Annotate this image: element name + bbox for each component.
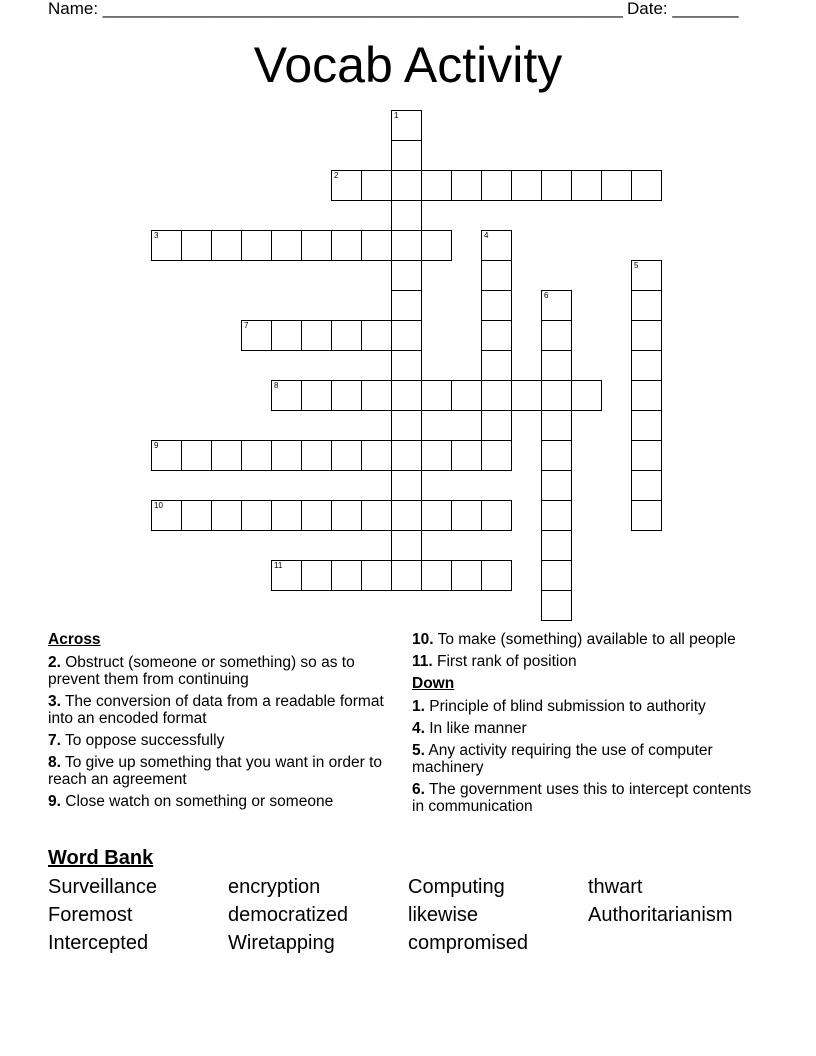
- crossword-cell[interactable]: [631, 380, 662, 411]
- crossword-cell[interactable]: [241, 500, 272, 531]
- crossword-cell[interactable]: [241, 440, 272, 471]
- crossword-cell[interactable]: [421, 230, 452, 261]
- crossword-cell[interactable]: [271, 440, 302, 471]
- crossword-cell[interactable]: [331, 560, 362, 591]
- crossword-cell[interactable]: [211, 440, 242, 471]
- clue-number: 7: [244, 321, 249, 330]
- across-heading: Across: [48, 631, 101, 648]
- word-bank-item: likewise: [408, 904, 479, 926]
- word-bank-item: Computing: [408, 876, 505, 898]
- clue-number: 11: [274, 561, 283, 570]
- clue-down-1: 1. Principle of blind submission to authority: [412, 698, 706, 715]
- crossword-cell[interactable]: [631, 440, 662, 471]
- crossword-cell[interactable]: [481, 410, 512, 441]
- word-bank-item: Foremost: [48, 904, 133, 926]
- crossword-cell[interactable]: [391, 440, 422, 471]
- word-bank-item: compromised: [408, 932, 529, 954]
- clue-down-5: 5. Any activity requiring the use of computer machinery: [412, 742, 713, 776]
- crossword-cell[interactable]: [211, 230, 242, 261]
- crossword-cell[interactable]: [421, 380, 452, 411]
- word-bank-item: Intercepted: [48, 932, 149, 954]
- crossword-cell[interactable]: [391, 470, 422, 501]
- crossword-cell[interactable]: [331, 440, 362, 471]
- clue-across-11: 11. First rank of position: [412, 653, 577, 670]
- crossword-cell[interactable]: [571, 380, 602, 411]
- crossword-cell[interactable]: [391, 170, 422, 201]
- crossword-cell[interactable]: [451, 560, 482, 591]
- clue-down-4: 4. In like manner: [412, 720, 527, 737]
- crossword-cell[interactable]: [331, 500, 362, 531]
- crossword-cell[interactable]: [451, 440, 482, 471]
- crossword-cell[interactable]: [631, 470, 662, 501]
- crossword-cell[interactable]: [271, 560, 302, 591]
- word-bank: [48, 875, 768, 955]
- clue-number: 10: [154, 501, 163, 510]
- crossword-cell[interactable]: [481, 290, 512, 321]
- crossword-cell[interactable]: [541, 350, 572, 381]
- crossword-cell[interactable]: [541, 290, 572, 321]
- crossword-cell[interactable]: [331, 170, 362, 201]
- crossword-cell[interactable]: [631, 320, 662, 351]
- crossword-cell[interactable]: [271, 380, 302, 411]
- crossword-cell[interactable]: [511, 380, 542, 411]
- crossword-cell[interactable]: [271, 500, 302, 531]
- date-field-line: Date: _______: [627, 0, 739, 18]
- crossword-cell[interactable]: [361, 170, 392, 201]
- crossword-cell[interactable]: [421, 560, 452, 591]
- crossword-cell[interactable]: [211, 500, 242, 531]
- crossword-cell[interactable]: [181, 500, 212, 531]
- name-field-line: Name: _______________________________________________________: [48, 0, 623, 18]
- crossword-cell[interactable]: [631, 500, 662, 531]
- crossword-cell[interactable]: [541, 470, 572, 501]
- clue-across-10: 10. To make (something) available to all people: [412, 631, 736, 648]
- clue-number: 5: [634, 261, 639, 270]
- word-bank-item: Authoritarianism: [588, 904, 733, 926]
- word-bank-item: democratized: [228, 904, 349, 926]
- crossword-cell[interactable]: [541, 440, 572, 471]
- crossword-cell[interactable]: [631, 290, 662, 321]
- clue-down-6: 6. The government uses this to intercept contents in communication: [412, 781, 752, 815]
- crossword-cell[interactable]: [391, 230, 422, 261]
- clue-across-3: 3. The conversion of data from a readable format into an encoded format: [48, 693, 384, 727]
- clues-left-column: [48, 631, 388, 815]
- crossword-cell[interactable]: [331, 230, 362, 261]
- crossword-cell[interactable]: [271, 230, 302, 261]
- crossword-cell[interactable]: [631, 170, 662, 201]
- crossword-cell[interactable]: [631, 350, 662, 381]
- crossword-cell[interactable]: [301, 440, 332, 471]
- crossword-cell[interactable]: [601, 170, 632, 201]
- clue-number: 3: [154, 231, 159, 240]
- crossword-cell[interactable]: [391, 110, 422, 141]
- crossword-cell[interactable]: [481, 260, 512, 291]
- crossword-cell[interactable]: [181, 440, 212, 471]
- crossword-cell[interactable]: [301, 320, 332, 351]
- clue-number: 2: [334, 171, 339, 180]
- crossword-cell[interactable]: [391, 380, 422, 411]
- crossword-cell[interactable]: [361, 560, 392, 591]
- crossword-cell[interactable]: [541, 590, 572, 621]
- crossword-cell[interactable]: [391, 350, 422, 381]
- crossword-cell[interactable]: [391, 140, 422, 171]
- crossword-cell[interactable]: [331, 380, 362, 411]
- crossword-cell[interactable]: [361, 500, 392, 531]
- crossword-cell[interactable]: [391, 290, 422, 321]
- clue-number: 9: [154, 441, 159, 450]
- word-bank-item: Surveillance: [48, 876, 157, 898]
- crossword-cell[interactable]: [151, 440, 182, 471]
- crossword-cell[interactable]: [271, 320, 302, 351]
- crossword-cell[interactable]: [541, 170, 572, 201]
- crossword-cell[interactable]: [631, 410, 662, 441]
- clue-number: 8: [274, 381, 279, 390]
- crossword-cell[interactable]: [331, 320, 362, 351]
- clue-across-7: 7. To oppose successfully: [48, 732, 225, 749]
- crossword-cell[interactable]: [451, 380, 482, 411]
- crossword-cell[interactable]: [181, 230, 212, 261]
- crossword-cell[interactable]: [541, 410, 572, 441]
- crossword-cell[interactable]: [391, 500, 422, 531]
- crossword-cell[interactable]: [241, 230, 272, 261]
- crossword-cell[interactable]: [451, 170, 482, 201]
- word-bank-title: Word Bank: [48, 847, 154, 869]
- word-bank-item: encryption: [228, 876, 321, 898]
- crossword-cell[interactable]: [541, 530, 572, 561]
- crossword-cell[interactable]: [391, 320, 422, 351]
- crossword-cell[interactable]: [361, 320, 392, 351]
- crossword-cell[interactable]: [361, 380, 392, 411]
- word-bank-item: Wiretapping: [228, 932, 335, 954]
- clue-number: 4: [484, 231, 489, 240]
- clue-across-9: 9. Close watch on something or someone: [48, 793, 334, 810]
- crossword-cell[interactable]: [481, 440, 512, 471]
- crossword-cell[interactable]: [151, 500, 182, 531]
- crossword-cell[interactable]: [361, 440, 392, 471]
- clue-number: 1: [394, 111, 399, 120]
- clue-across-8: 8. To give up something that you want in order to reach an agreement: [48, 754, 383, 788]
- crossword-cell[interactable]: [301, 380, 332, 411]
- clues-right-column: [412, 631, 762, 820]
- crossword-cell[interactable]: [391, 560, 422, 591]
- crossword-cell[interactable]: [511, 170, 542, 201]
- crossword-cell[interactable]: [541, 500, 572, 531]
- crossword-cell[interactable]: [541, 320, 572, 351]
- crossword-cell[interactable]: [481, 350, 512, 381]
- crossword-cell[interactable]: [301, 230, 332, 261]
- crossword-cell[interactable]: [421, 500, 452, 531]
- word-bank-item: thwart: [588, 876, 643, 898]
- crossword-cell[interactable]: [301, 560, 332, 591]
- clue-number: 6: [544, 291, 549, 300]
- crossword-cell[interactable]: [481, 560, 512, 591]
- crossword-cell[interactable]: [301, 500, 332, 531]
- clue-across-2: 2. Obstruct (someone or something) so as to prevent them from continuing: [48, 654, 355, 688]
- crossword-cell[interactable]: [391, 260, 422, 291]
- crossword-cell[interactable]: [151, 230, 182, 261]
- crossword-cell[interactable]: [391, 410, 422, 441]
- crossword-cell[interactable]: [481, 170, 512, 201]
- crossword-cell[interactable]: [391, 200, 422, 231]
- crossword-cell[interactable]: [241, 320, 272, 351]
- crossword-cell[interactable]: [421, 170, 452, 201]
- crossword-cell[interactable]: [541, 560, 572, 591]
- crossword-cell[interactable]: [391, 530, 422, 561]
- crossword-cell[interactable]: [571, 170, 602, 201]
- crossword-cell[interactable]: [631, 260, 662, 291]
- crossword-cell[interactable]: [481, 320, 512, 351]
- crossword-cell[interactable]: [451, 500, 482, 531]
- page-title: Vocab Activity: [253, 37, 563, 93]
- crossword-cell[interactable]: [481, 380, 512, 411]
- crossword-cell[interactable]: [481, 500, 512, 531]
- crossword-cell[interactable]: [421, 440, 452, 471]
- crossword-cell[interactable]: [481, 230, 512, 261]
- crossword-cell[interactable]: [361, 230, 392, 261]
- down-heading: Down: [412, 675, 455, 692]
- crossword-cell[interactable]: [541, 380, 572, 411]
